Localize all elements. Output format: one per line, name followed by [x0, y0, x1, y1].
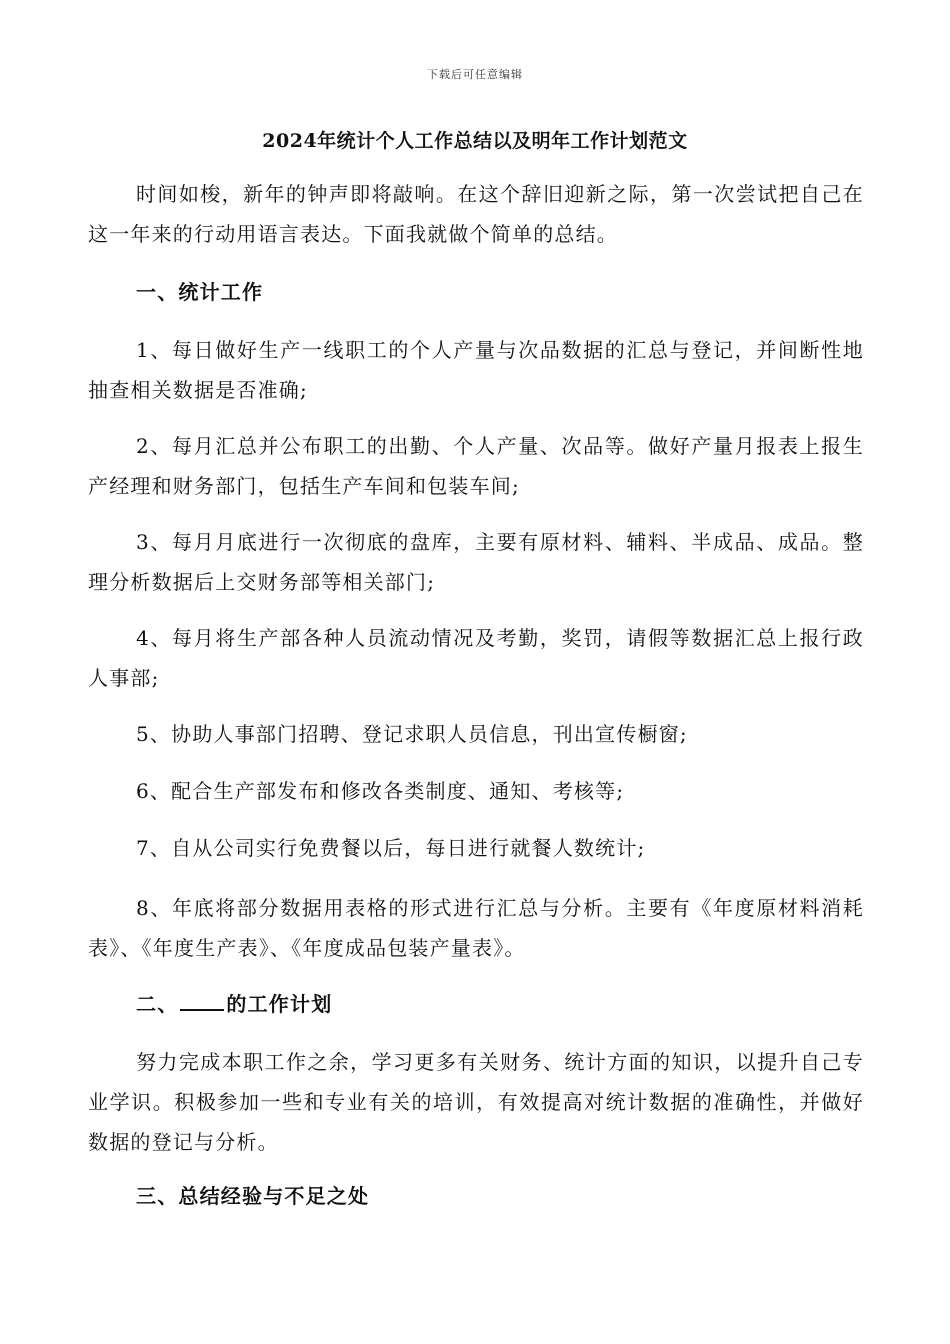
fill-in-blank: [180, 989, 224, 1011]
document-title: 2024年统计个人工作总结以及明年工作计划范文: [262, 130, 688, 152]
intro-paragraph: 时间如梭，新年的钟声即将敲响。在这个辞旧迎新之际，第一次尝试把自己在这一年来的行动用语言表达。下面我就做个简单的总结。: [88, 182, 864, 246]
section1-item-5: 5、协助人事部门招聘、登记求职人员信息，刊出宣传橱窗;: [136, 722, 688, 746]
section2-heading: [136, 984, 332, 1024]
section3-heading: 三、总结经验与不足之处: [136, 1184, 370, 1208]
section1-heading: 一、统计工作: [136, 280, 264, 304]
header-note: 下载后可任意编辑: [427, 68, 523, 81]
section2-body: 努力完成本职工作之余，学习更多有关财务、统计方面的知识，以提升自己专业学识。积极参加一些和专业有关的培训，有效提高对统计数据的准确性，并做好数据的登记与分析。: [88, 1050, 864, 1154]
section1-item-1: 1、每日做好生产一线职工的个人产量与次品数据的汇总与登记，并间断性地抽查相关数据是否准确;: [88, 338, 864, 402]
section1-item-3: 3、每月月底进行一次彻底的盘库，主要有原材料、辅料、半成品、成品。整理分析数据后上交财务部等相关部门;: [88, 530, 864, 594]
section2-heading-prefix: 二、: [136, 992, 179, 1016]
section1-item-4: 4、每月将生产部各种人员流动情况及考勤，奖罚，请假等数据汇总上报行政人事部;: [88, 626, 864, 690]
section1-item-2: 2、每月汇总并公布职工的出勤、个人产量、次品等。做好产量月报表上报生产经理和财务部门，包括生产车间和包装车间;: [88, 434, 864, 498]
section1-item-6: 6、配合生产部发布和修改各类制度、通知、考核等;: [136, 779, 625, 803]
section2-heading-suffix: 的工作计划: [226, 992, 333, 1016]
section1-item-8: 8、年底将部分数据用表格的形式进行汇总与分析。主要有《年度原材料消耗表》、《年度生产表》、《年度成品包装产量表》。: [88, 896, 864, 960]
section1-item-7: 7、自从公司实行免费餐以后，每日进行就餐人数统计;: [136, 836, 646, 860]
